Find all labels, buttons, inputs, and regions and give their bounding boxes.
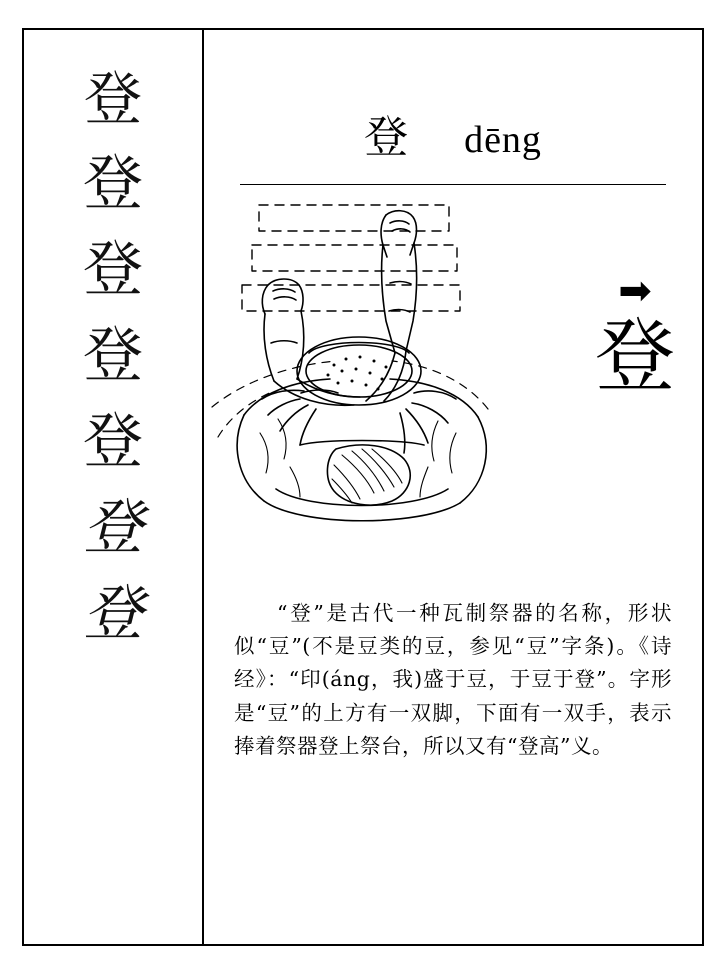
derived-seal-glyph: 登: [595, 310, 675, 403]
entry-body-column: [204, 30, 702, 944]
glyph-oracle-bone-script: 登: [83, 65, 142, 133]
glyph-clerical-script: 登: [83, 321, 143, 391]
illustration: [204, 193, 702, 593]
header-divider: [240, 184, 666, 185]
derived-glyph-group: [590, 268, 680, 403]
headword-pinyin: dēng: [464, 119, 542, 161]
headword-character: 登: [364, 112, 409, 163]
script-evolution-stack: [24, 65, 202, 670]
entry-gloss-text: “登”是古代一种瓦制祭器的名称，形状似“豆”(不是豆类的豆，参见“豆”字条)。《诗经》：“印(áng，我)盛于豆，于豆于登”。字形是“豆”的上方有一双脚，下面有一双手，表示捧着祭器登上祭台，所以又有“登高”义。: [234, 601, 672, 758]
headword-row: [204, 112, 702, 163]
glyph-running-script: 登: [83, 493, 143, 563]
glyph-seal-script: 登: [83, 235, 143, 305]
glyph-bronze-script: 登: [83, 149, 143, 219]
arrow-right-icon: ➡: [618, 268, 652, 314]
script-evolution-column: [24, 30, 204, 944]
dictionary-page: [22, 28, 704, 946]
glyph-cursive-script: 登: [83, 579, 143, 649]
glyph-regular-script: 登: [83, 407, 143, 477]
